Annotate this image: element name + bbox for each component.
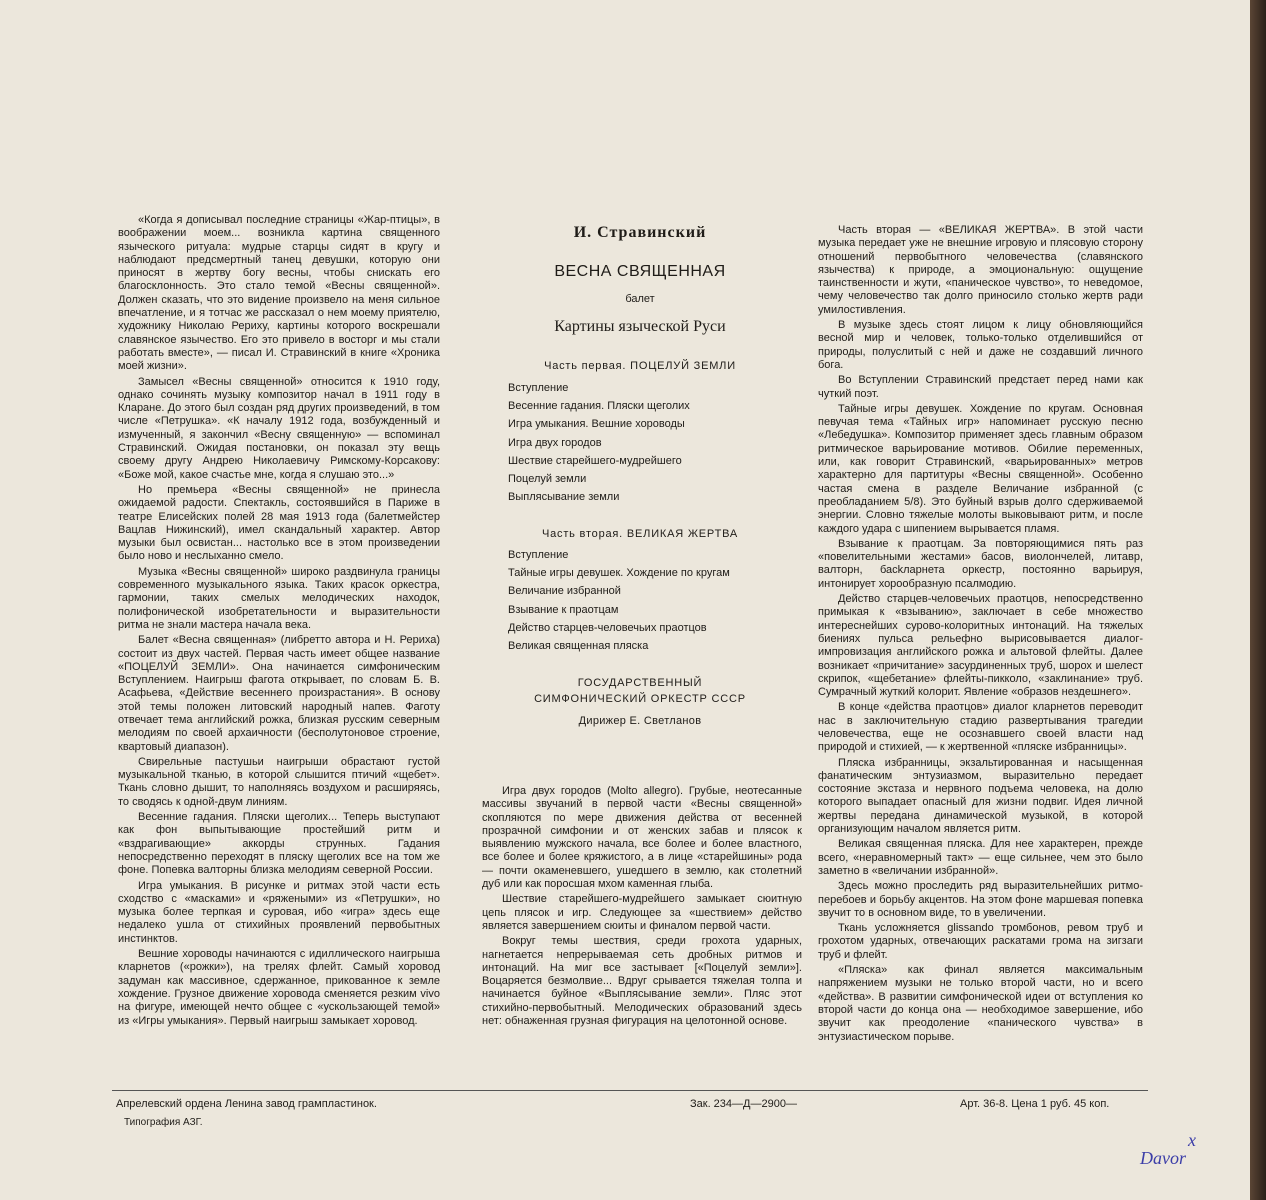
handwritten-mark: x xyxy=(1188,1130,1196,1150)
movement-item: Вступление xyxy=(508,549,569,561)
orchestra-line-2: СИМФОНИЧЕСКИЙ ОРКЕСТР СССР xyxy=(534,693,746,705)
paragraph: Вешние хороводы начинаются с идиллического наигрыша кларнетов («рожки»), на трелях флейт. Самый хоровод задуман как массивное, сдержанное, прикованное к земле хождение. Грузное движение хоровода сменяется резким vivo на фигуре, имеющей нечто общее с «ускользающей темой» из «Игры умыкания». Первый наигрыш замыкает хоровод. xyxy=(118,948,440,1027)
paragraph: Вокруг темы шествия, среди грохота ударных, нагнетается непрерываемая сеть дробных ритмов и интонаций. На миг все застывает [«Поцелуй земли»]. Воцаряется безмолвие... Вдруг срывается тяжелая толпа и начинается буйное «Выплясывание земли». Пляс этот стихийно-первобытный. Мелодических образований здесь нет: обнаженная грузная фигурация на целотонной основе. xyxy=(482,935,802,1028)
movement-item: Игра умыкания. Вешние хороводы xyxy=(508,418,685,431)
conductor: Дирижер Е. Светланов xyxy=(578,715,702,727)
part1-movement-list xyxy=(508,379,808,506)
movement-item: Игра двух городов xyxy=(508,436,602,449)
composer-name: И. Стравинский xyxy=(573,224,707,241)
paragraph: «Пляска» как финал является максимальным напряжением музыки не только второй части, но и всего «действа». В развитии симфонической идеи от вступления ко второй части до конца она — необходимое завершение, ибо звучит как преодоление «панического чувства» в энтузиастическом порыве. xyxy=(818,964,1143,1043)
paragraph: Замысел «Весны священной» относится к 1910 году, однако сочинять музыку композитор начал в 1911 году в Кларане. До этого был создан ряд других произведений, в том числе «Петрушка». «К началу 1912 года, возбужденный и измученный, я закончил «Весну священную» — вспоминал Стравинский. Ожидая постановки, он показал эту вещь своему другу Андрею Николаевичу Римскому-Корсакову: «Боже мой, какое счастье мне, когда я слушаю это...» xyxy=(118,375,440,481)
movement-item: Выплясывание земли xyxy=(508,491,620,504)
paragraph: В музыке здесь стоят лицом к лицу обновляющийся весной мир и человек, только-только отделившийся от природы, полуслитый с ней и даже не создавший личного бога. xyxy=(818,319,1143,371)
paragraph: «Когда я дописывал последние страницы «Жар-птицы», в воображении моем... возникла картина священного языческого ритуала: мудрые старцы сидят в кругу и наблюдают предсмертный танец девушки, которую они приносят в жертву богу весны, чтобы снискать его благосклонность. Это стало темой «Весны священной». Должен сказать, что это видение произвело на меня сильное впечатление, и я тотчас же рассказал о нем моему приятелю, художнику Николаю Рериху, картины которого воскрешали славянское язычество. Его это привело в восторг и мы стали работать вместе», — писал И. Стравинский в книге «Хроника моей жизни». xyxy=(118,214,440,373)
paragraph: Часть вторая — «ВЕЛИКАЯ ЖЕРТВА». В этой части музыка передает уже не внешние игровую и плясовую сторону отношений первобытного человечества (славянского язычества) к природе, а эмоциональную: ощущение таинственности и жути, «паническое чувство», то неведомое, чему человечество так долго приносило столько жертв ради умилостивления. xyxy=(818,224,1143,316)
paragraph: Игра двух городов (Molto allegro). Грубые, неотесанные массивы звучаний в первой части «Весны священной» скопляются по мере движения действа от весенней прозрачной симфонии и от женских забав и плясок к выявлению мужского начала, все более и более властного, все более и более кряжистого, а в лице «старейшины» рода — почти окаменевшего, ушедшего в землю, как столетний дуб или как поросшая мхом каменная глыба. xyxy=(482,785,802,891)
paragraph: Взывание к праотцам. За повторяющимися пять раз «повелительными жестами» басов, виолончелей, литавр, валторн, басkларнета оркестр, постоянно варьируя, интонирует хорообразную псалмодию. xyxy=(818,537,1143,590)
movement-item: Шествие старейшего-мудрейшего xyxy=(508,454,682,467)
part2-heading: Часть вторая. ВЕЛИКАЯ ЖЕРТВА xyxy=(541,528,739,540)
sleeve-edge xyxy=(1250,0,1266,1200)
movement-item: Взывание к праотцам xyxy=(508,603,619,616)
paragraph: В конце «действа праотцов» диалог кларнетов переводит нас в заключительную стадию развертывания трагедии человечества, еще не осознавшего своей власти над природой и стихией, — к жертвенной «пляске избранницы». xyxy=(818,701,1143,754)
catalog-price: Арт. 36-8. Цена 1 руб. 45 коп. xyxy=(960,1098,1110,1110)
movement-item: Величание избранной xyxy=(508,585,621,598)
essay-middle-column xyxy=(482,785,802,1080)
paragraph: Но премьера «Весны священной» не принесла ожидаемой радости. Спектакль, состоявшийся в Париже в театре Елисейских полей 28 мая 1913 года (балетмейстер Вацлав Нижинский), имел скандальный характер. Автор музыки был освистан... настолько все в этом произведении было ново и неслыханно смело. xyxy=(118,483,440,563)
movement-item: Весенние гадания. Пляски щеголих xyxy=(508,400,690,413)
movement-item: Великая священная пляска xyxy=(508,639,649,652)
movement-item: Поцелуй земли xyxy=(508,472,587,485)
work-genre: балет xyxy=(625,293,655,305)
paragraph: Действо старцев-человечьих праотцов, непосредственно примыкая к «взыванию», заключает в себе множество интереснейших сурово-колоритных интонаций. На тяжелых биениях пульса рельефно вырисовывается диалог-импровизация английского рожка и альтовой флейты. Далее возникает «причитание» засурдиненных труб, шорох и шелест скрипок, «щебетание» флейты-пикколо, «заклинание» труб. Сумрачный жуткий колорит. Явление «образов нездешнего». xyxy=(818,593,1143,699)
movement-item: Действо старцев-человечьих праотцов xyxy=(508,621,707,634)
paragraph: Шествие старейшего-мудрейшего замыкает сюитную цепь плясок и игр. Следующее за «шествием» действо является завершением сюиты и финалом первой части. xyxy=(482,893,802,932)
work-subtitle: Картины языческой Руси xyxy=(554,318,726,335)
paragraph: Музыка «Весны священной» широко раздвинула границы современного музыкального языка. Таких красок оркестра, гармонии, таких смелых мелодических находок, полифонической изобретательности и выразительности ритма не знали мастера начала века. xyxy=(118,565,440,631)
movement-item: Тайные игры девушек. Хождение по кругам xyxy=(508,567,730,580)
paragraph: Ткань усложняется glissando тромбонов, ревом труб и грохотом ударных, отвечающих раскатами грома на зигзаги труб и флейт. xyxy=(818,922,1143,961)
manufacturer-line: Апрелевский ордена Ленина завод грампластинок. xyxy=(116,1098,377,1110)
paragraph: Во Вступлении Стравинский предстает перед нами как чуткий поэт. xyxy=(818,374,1143,400)
order-number: Зак. 234—Д—2900— xyxy=(690,1098,797,1110)
work-title: ВЕСНА СВЯЩЕННАЯ xyxy=(554,263,726,280)
essay-right-column xyxy=(818,224,1143,1084)
movement-item: Вступление xyxy=(508,382,569,394)
paragraph: Тайные игры девушек. Хождение по кругам. Основная певучая тема «Тайных игр» напоминает русскую песню «Лебедушка». Композитор применяет здесь главным образом ритмическое варьирование мотивов. Обилие переменных, или, как говорит Стравинский, «варьированных» метров характерно для партитуры «Весны священной». Особенно частая смена в разделе Величание избранной (с преобладанием 5/8). Это буйный взрыв долго сдерживаемой энергии. Словно тяжелые молоты выковывают ритм, и после каждого удара с шипением вырывается пламя. xyxy=(818,402,1143,535)
paragraph: Весенние гадания. Пляски щеголих... Теперь выступают как фон выпытывающие простейший ритм и «вздрагивающие» аккорды струнных. Гадания непосредственно переходят в пляску щеголих все на том же фоне. Попевка валторны близка мелодиям северной России. xyxy=(118,811,440,877)
handwritten-name: Davor xyxy=(1140,1148,1186,1168)
paragraph: Игра умыкания. В рисунке и ритмах этой части есть сходство с «масками» и «ряжеными» из «Петрушки», но музыка более терпкая и суровая, ибо «игра» здесь еще недалеко ушла от стихийных проявлений первобытных инстинктов. xyxy=(118,879,440,945)
part2-movement-list xyxy=(508,546,808,655)
paragraph: Свирельные пастушьи наигрыши обрастают густой музыкальной тканью, в которой слышится птичий «щебет». Ткань словно дышит, то наполняясь воздухом и расширяясь, то сводясь к одной-двум линиям. xyxy=(118,755,440,808)
essay-left-column xyxy=(118,214,440,1084)
paragraph: Великая священная пляска. Для нее характерен, прежде всего, «неравномерный такт» — еще сильнее, чем это было заметно в «величании избранной». xyxy=(818,838,1143,877)
printer-line: Типография АЗГ. xyxy=(124,1117,203,1128)
paragraph: Пляска избранницы, экзальтированная и насыщенная фанатическим энтузиазмом, выразительно передает состояние экстаза и нервного подъема человека, на долю которого выпадает опасный для жизни подвиг. Идея личной жертвы передана динамической музыкой, в которой организующим началом является ритм. xyxy=(818,756,1143,836)
paragraph: Балет «Весна священная» (либретто автора и Н. Рериха) состоит из двух частей. Первая часть имеет общее название «ПОЦЕЛУЙ ЗЕМЛИ». Она начинается симфоническим Вступлением. Наигрыш фагота открывает, по словам Б. В. Асафьева, «Действие весеннего произрастания». В основу этой темы положен литовский народный напев. Фаготу отвечает тема английский рожка, близкая русским северным мелодиям по своей архаичности (бесполутоновое строение, квартовый диапазон). xyxy=(118,634,440,753)
part1-heading: Часть первая. ПОЦЕЛУЙ ЗЕМЛИ xyxy=(544,360,736,372)
paragraph: Здесь можно проследить ряд выразительнейших ритмо-перебоев и борьбу акцентов. На этом фоне маршевая попевка звучит то в основном виде, то в увеличении. xyxy=(818,880,1143,919)
footer-divider xyxy=(112,1090,1148,1091)
orchestra-line-1: ГОСУДАРСТВЕННЫЙ xyxy=(577,677,703,689)
